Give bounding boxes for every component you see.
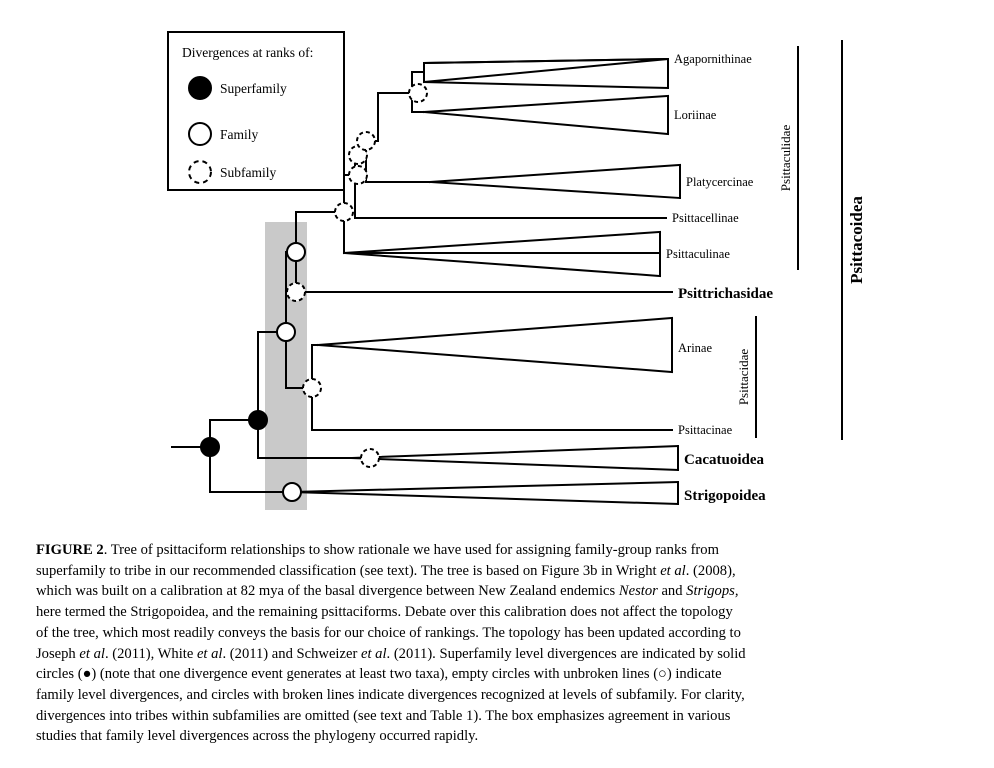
family-node-psittacidae [277, 323, 295, 341]
caption-line-1: superfamily to tribe in our recommended classification (see text). The tree is based on Figure 3b in Wright et al. (2008), [36, 562, 736, 579]
caption-line-6: circles (●) (note that one divergence event generates at least two taxa), empty circles with unbroken lines (○) indicate [36, 666, 722, 683]
subfamily-node-cacatuoidea [361, 449, 379, 467]
caption-line-8: divergences into tribes within subfamilies are omitted (see text and Table 1). The box emphasizes agreement in various [36, 707, 731, 724]
superfamily-node-root [201, 438, 219, 456]
subfamily-node-loriinae [409, 84, 427, 102]
clade-label-psittacidae: Psittacidae [736, 348, 751, 406]
tip-label-psittacinae: Psittacinae [678, 423, 733, 437]
legend-label-family: Family [220, 127, 259, 142]
caption-line-7: family level divergences, and circles with broken lines indicate divergences recognized at levels of subfamily. For clarity, [36, 687, 745, 704]
legend-dashed-circle-icon [189, 161, 211, 183]
clade-label-psittaculidae: Psittaculidae [778, 124, 793, 192]
subfamily-node-psittacidae [303, 379, 321, 397]
legend-label-superfamily: Superfamily [220, 81, 287, 96]
caption-line-0: FIGURE 2. Tree of psittaciform relationships to show rationale we have used for assigning family-group ranks from [36, 542, 719, 558]
subfamily-node-psittrichasidae [287, 283, 305, 301]
tip-label-cacatuoidea: Cacatuoidea [684, 452, 764, 468]
family-node-strigopoidea [283, 483, 301, 501]
tip-label-psittrichasidae: Psittrichasidae [678, 286, 773, 302]
subfamily-node-psittaculidae-4 [357, 132, 375, 150]
family-node-psittaculidae [287, 243, 305, 261]
caption-line-3: here termed the Strigopoidea, and the remaining psittaciforms. Debate over this calibration does not affect the topology [36, 604, 733, 621]
caption-line-4: of the tree, which most readily conveys the basis for our choice of rankings. The topology has been updated according to [36, 624, 741, 641]
legend-label-subfamily: Subfamily [220, 165, 277, 180]
tip-label-strigopoidea: Strigopoidea [684, 488, 766, 504]
tip-label-psittacellinae: Psittacellinae [672, 211, 739, 225]
tip-label-psittaculinae: Psittaculinae [666, 247, 730, 261]
clade-label-psittacoidea: Psittacoidea [847, 196, 866, 284]
legend-title: Divergences at ranks of: [182, 45, 314, 60]
tip-label-agapornithinae: Agapornithinae [674, 52, 752, 66]
legend-open-circle-icon [189, 123, 211, 145]
clade-bars [756, 40, 842, 440]
subfamily-node-psittaculidae-1 [335, 203, 353, 221]
superfamily-node-2 [249, 411, 267, 429]
caption-line-5: Joseph et al. (2011), White et al. (2011) and Schweizer et al. (2011). Superfamily level divergences are indicated by solid [36, 645, 746, 662]
legend [168, 32, 344, 190]
caption-line-9: studies that family level divergences across the phylogeny occurred rapidly. [36, 728, 479, 745]
tip-label-arinae: Arinae [678, 341, 713, 355]
figure-caption [36, 540, 958, 747]
tip-label-platycercinae: Platycercinae [686, 175, 754, 189]
caption-line-2: which was built on a calibration at 82 mya of the basal divergence between New Zealand endemics Nestor and Strigops, [36, 583, 739, 600]
subfamily-node-psittaculidae-2 [349, 166, 367, 184]
legend-filled-circle-icon [189, 77, 211, 99]
tip-label-loriinae: Loriinae [674, 108, 717, 122]
